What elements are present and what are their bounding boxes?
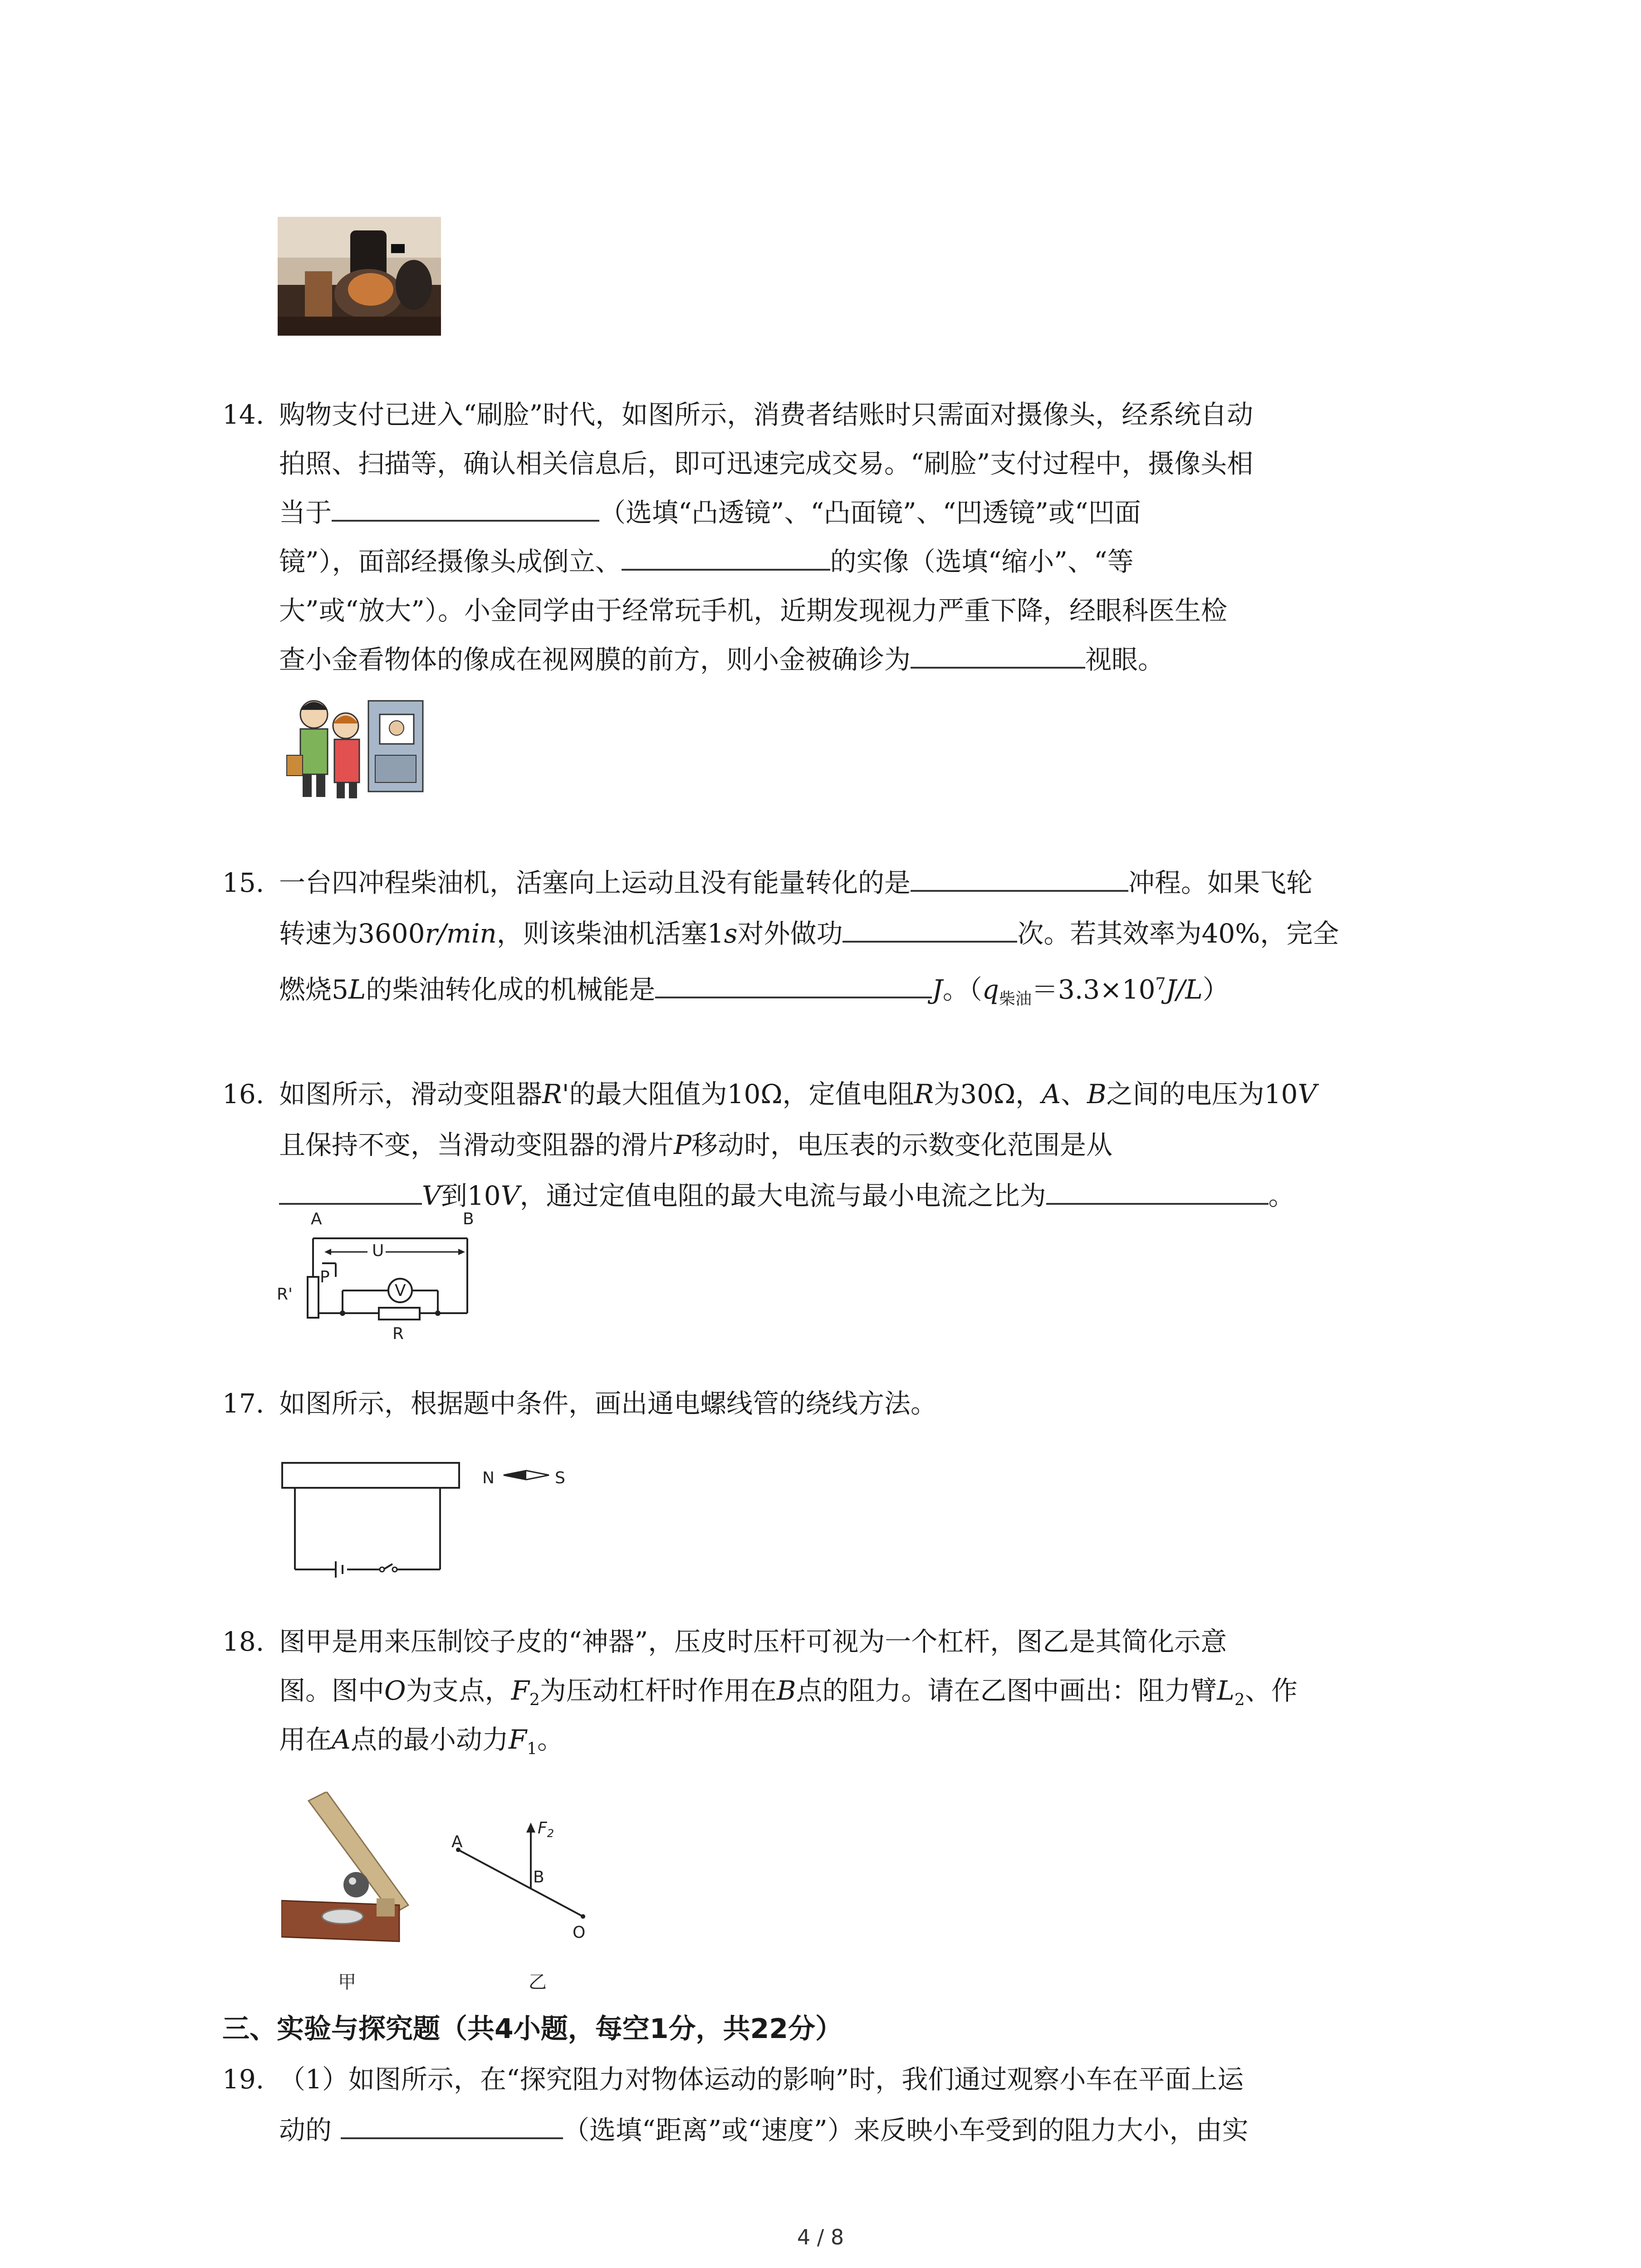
- question-18: [222, 1617, 1447, 1764]
- question-number: 14.: [222, 399, 265, 430]
- label-p: P: [320, 1268, 330, 1286]
- question-14: [222, 390, 1447, 684]
- question-17: [222, 1379, 1447, 1428]
- question-19: [222, 2055, 1447, 2156]
- label-s: S: [555, 1469, 565, 1487]
- label-o: O: [573, 1923, 586, 1942]
- dumpling-press-photo: [281, 1792, 417, 1955]
- question-text: 如图所示，滑动变阻器R'的最大阻值为10Ω，定值电阻R为30Ω，A、B之间的电压为10V 且保持不变，当滑动变阻器的滑片P移动时，电压表的示数变化范围是从 V到10V，通过定值电阻的最大电流与最小电流之比为 。: [279, 1079, 1317, 1211]
- circuit-svg: [277, 1218, 481, 1345]
- answer-blank[interactable]: [1046, 1175, 1269, 1205]
- page-number: 4 / 8: [797, 2225, 844, 2249]
- question-text: 购物支付已进入“刷脸”时代，如图所示，消费者结账时只需面对摄像头，经系统自动 拍照、扫描等，确认相关信息后，即可迅速完成交易。“刷脸”支付过程中，摄像头相 当于 （选填“凸透镜”、“凸面镜”、“凹透镜”或“凹面 镜”），面部经摄像头成倒立、 的实像（选填“缩小”、“等 大”或“放大”）。小金同学由于经常玩手机，近期发现视力严重下降，经眼科医生检 查小金看物体的像成在视网膜的前方，则小金被确诊为 视眼。: [279, 399, 1254, 675]
- figure-label-jia: 甲: [338, 1972, 356, 1993]
- label-a: A: [311, 1210, 322, 1228]
- question-number: 15.: [222, 867, 265, 898]
- answer-blank[interactable]: [911, 639, 1085, 669]
- lever-diagram: [445, 1814, 608, 1955]
- answer-blank[interactable]: [341, 2109, 563, 2139]
- label-b: B: [533, 1868, 544, 1887]
- label-n: N: [482, 1469, 495, 1487]
- question-number: 19.: [222, 2064, 265, 2095]
- question-15: [222, 858, 1447, 1011]
- solenoid-svg: [281, 1456, 590, 1579]
- question-text: （1）如图所示，在“探究阻力对物体运动的影响”时，我们通过观察小车在平面上运 动的 （选填“距离”或“速度”）来反映小车受到的阻力大小，由实: [279, 2064, 1249, 2146]
- question-text: 如图所示，根据题中条件，画出通电螺线管的绕线方法。: [279, 1388, 937, 1419]
- answer-blank[interactable]: [332, 492, 599, 522]
- question-text: 一台四冲程柴油机，活塞向上运动且没有能量转化的是 冲程。如果飞轮 转速为3600r/min，则该柴油机活塞1s对外做功 次。若其效率为40%，完全 燃烧5L的柴油转化成的机械能是 J。$(q_{柴油}=3.3\times 10^7J/L)$: [279, 858, 1447, 1011]
- figure-label-yi: 乙: [529, 1972, 547, 1993]
- question-number: 18.: [222, 1626, 265, 1657]
- face-payment-illustration: [278, 687, 436, 801]
- question-text: 图甲是用来压制饺子皮的“神器”，压皮时压杆可视为一个杠杆，图乙是其简化示意 图。图中O为支点，$F_2$为压动杠杆时作用在B点的阻力。请在乙图中画出：阻力臂$L_2$、作 用在A点的最小动力$F_1$。: [279, 1626, 1298, 1759]
- label-a: A: [451, 1833, 463, 1851]
- label-r-prime: R': [277, 1285, 293, 1304]
- answer-blank[interactable]: [911, 862, 1128, 892]
- label-v: V: [395, 1281, 406, 1300]
- kettle-photo: [278, 217, 441, 336]
- solenoid-diagram: [281, 1456, 590, 1579]
- answer-blank[interactable]: [655, 968, 932, 998]
- circuit-diagram: [277, 1210, 481, 1345]
- label-u: U: [372, 1242, 384, 1260]
- question-16: [222, 1070, 1447, 1222]
- label-r: R: [392, 1325, 404, 1343]
- label-f2: $F_2$: [538, 1819, 554, 1840]
- answer-blank[interactable]: [279, 1175, 422, 1205]
- rheostat-symbol: [308, 1277, 318, 1318]
- answer-blank[interactable]: [622, 541, 830, 571]
- answer-blank[interactable]: [843, 913, 1017, 943]
- question-number: 17.: [222, 1388, 265, 1419]
- resistor-symbol: [379, 1308, 420, 1320]
- label-b: B: [463, 1210, 474, 1228]
- question-number: 16.: [222, 1079, 265, 1110]
- section-heading: 三、实验与探究题（共4小题，每空1分，共22分）: [222, 2013, 843, 2045]
